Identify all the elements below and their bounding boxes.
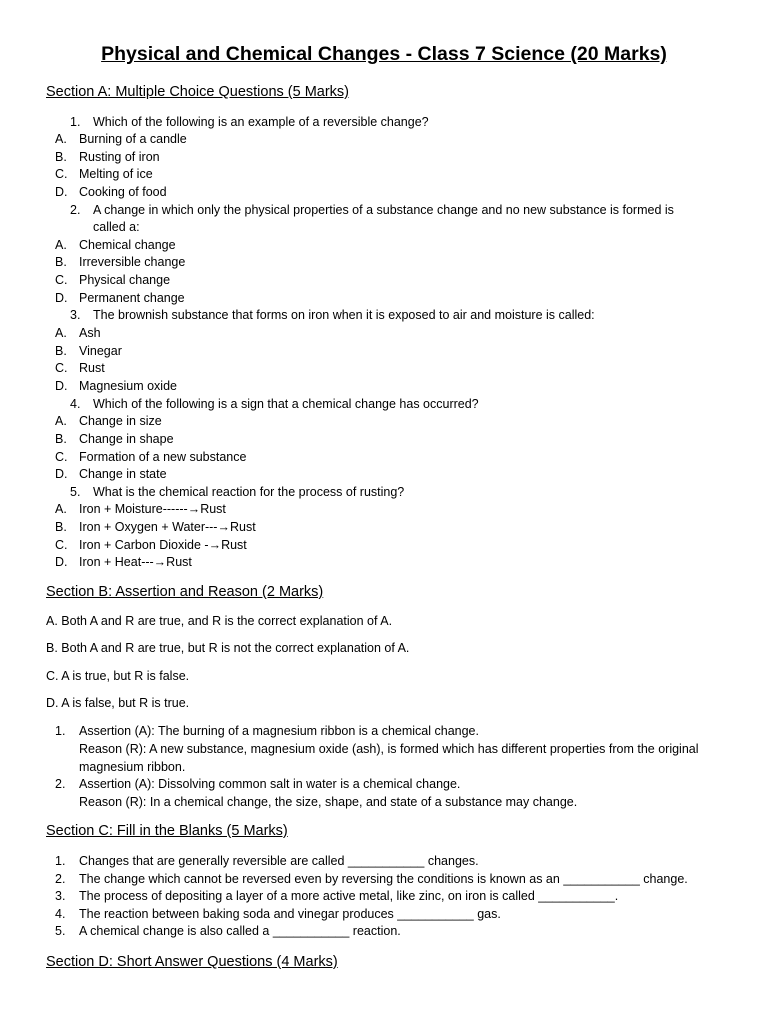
question-number: 1. xyxy=(70,115,81,129)
section-b-heading: Section B: Assertion and Reason (2 Marks) xyxy=(46,584,324,600)
section-d-heading: Section D: Short Answer Questions (4 Marks) xyxy=(46,954,338,970)
question-number: 3. xyxy=(70,308,81,322)
question-number: 2. xyxy=(70,203,81,217)
question-text: Which of the following is a sign that a chemical change has occurred? xyxy=(93,397,479,411)
question-number: 4. xyxy=(70,397,81,411)
question-text: What is the chemical reaction for the process of rusting? xyxy=(93,485,405,499)
question-text: The brownish substance that forms on iron when it is exposed to air and moisture is called: xyxy=(93,308,595,322)
worksheet-page: Physical and Chemical Changes - Class 7 Science (20 Marks) Section A: Multiple Choice Questions (5 Marks) 1. Which of the following is an example of a reversible change? A. Burning of a candle B. Rusting of iron C. Melting of ice D. Cooking of food 2. A change in which only the physical properties of a substance change and no new substance is formed is called a: A. Chemical change B. Irreversible change C. Physical change D. Permanent change 3. The brownish substance that forms on iron when it is exposed to air and moisture is called: A. Ash B. Vinegar C. Rust D. Magnesium oxide 4. Which of the following is a sign that a chemical change has occurred? A. Change in size B. Change in shape C. Formation of a new substance D. Change in state 5. What is the chemical reaction for the process of rusting? A. Iron + Moisture------→Rust B. Iron + Oxygen + Water---→Rust C. Iron + Carbon Dioxide -→Rust D. Iron + Heat---→Rust Section B: Assertion and Reason (2 Marks) A. Both A and R are true, and R is the correct explanation of A. B. Both A and R are true, but R is not the correct explanation of A. C. A is true, but R is false. D. A is false, but R is true. 1. Assertion (A): The burning of a magnesium ribbon is a chemical change. Reason (R): A new substance, magnesium oxide (ash), is formed which has different properties from the original magnesium ribbon. 2. Assertion (A): Dissolving common salt in water is a chemical change. Reason (R): In a chemical change, the size, shape, and state of a substance may change. Section C: Fill in the Blanks (5 Marks) 1. Changes that are generally reversible are called ___________ changes. 2. The change which cannot be reversed even by reversing the conditions is known as an ___________ change. 3. The process of depositing a layer of a more active metal, like zinc, on iron is called ___________. 4. The reaction between baking soda and vinegar produces ___________ gas. 5. A chemical change is also called a ___________ reaction. Section D: Short Answer Questions (4 Marks) xyxy=(0,0,768,1024)
assertion-choice-b: B. Both A and R are true, but R is not the correct explanation of A. xyxy=(46,641,410,655)
section-a-heading: Section A: Multiple Choice Questions (5 Marks) xyxy=(46,84,350,100)
page-title: Physical and Chemical Changes - Class 7 Science (20 Marks) xyxy=(101,43,667,65)
assertion-choice-a: A. Both A and R are true, and R is the correct explanation of A. xyxy=(46,614,393,628)
assertion-choice-d: D. A is false, but R is true. xyxy=(46,696,190,710)
question-number: 5. xyxy=(70,485,81,499)
section-c-heading: Section C: Fill in the Blanks (5 Marks) xyxy=(46,823,288,839)
assertion-choice-c: C. A is true, but R is false. xyxy=(46,669,190,683)
question-text: A change in which only the physical properties of a substance change and no new substance is formed is xyxy=(93,203,674,217)
question-text: Which of the following is an example of a reversible change? xyxy=(93,115,429,129)
